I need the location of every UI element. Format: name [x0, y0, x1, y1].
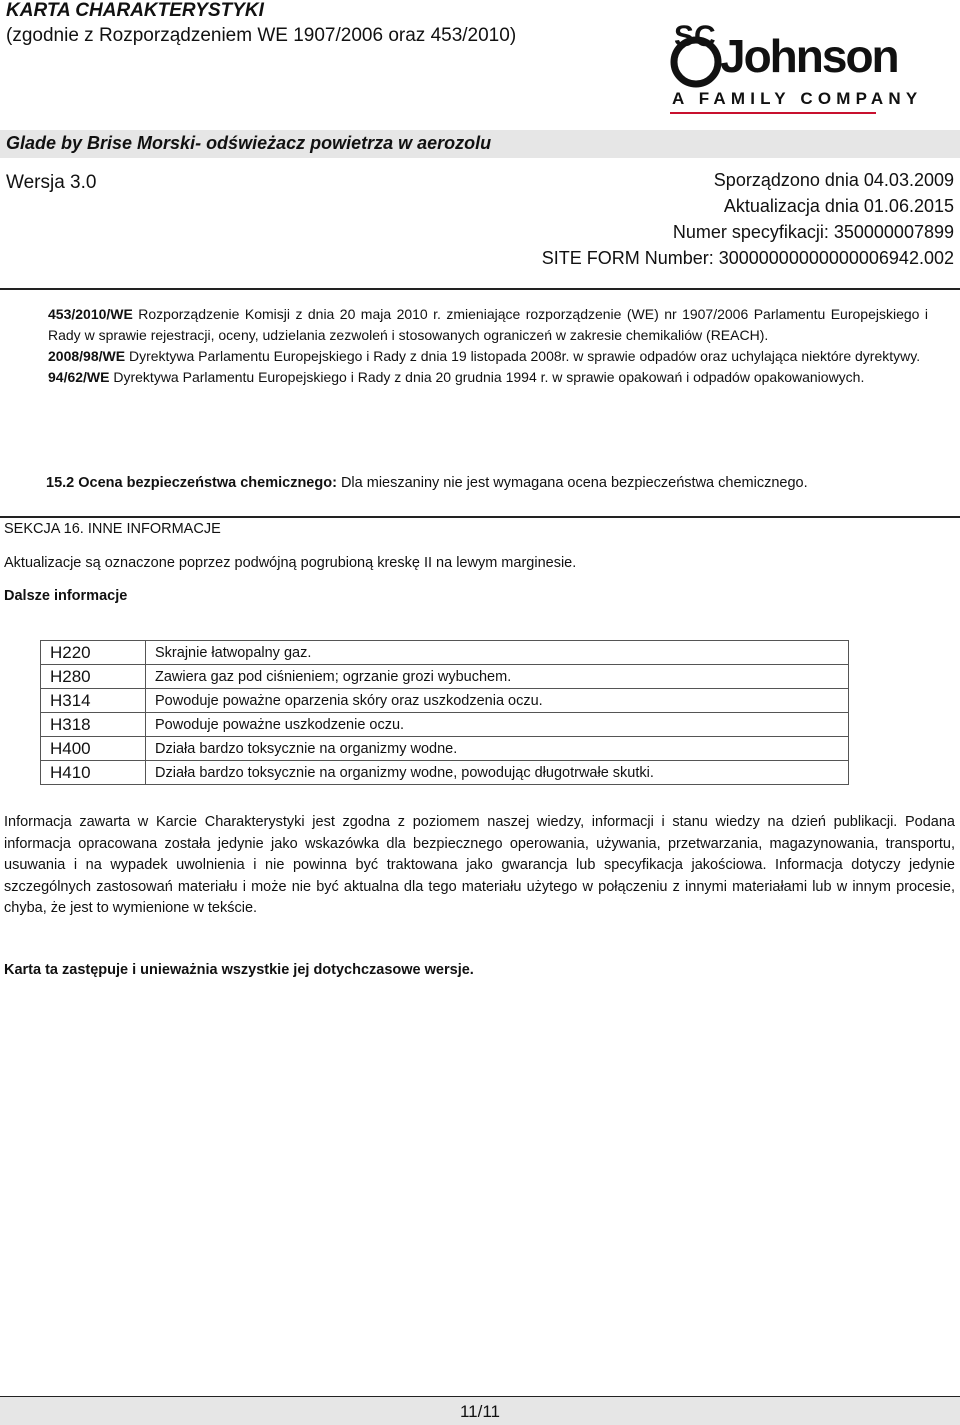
- assessment-text: Dla mieszaniny nie jest wymagana ocena bezpieczeństwa chemicznego.: [336, 475, 808, 491]
- header-divider: [0, 288, 960, 290]
- hazard-text: Działa bardzo toksycznie na organizmy wodne, powodując długotrwałe skutki.: [146, 761, 849, 785]
- document-title: KARTA CHARAKTERYSTYKI: [6, 0, 264, 21]
- site-form-number: SITE FORM Number: 30000000000000006942.002: [541, 248, 954, 268]
- page-number: 11/11: [459, 1402, 501, 1421]
- hazard-text: Skrajnie łatwopalny gaz.: [146, 641, 849, 665]
- regulation-text: Dyrektywa Parlamentu Europejskiego i Rady z dnia 20 grudnia 1994 r. w sprawie opakowań i odpadów opakowaniowych.: [109, 369, 865, 385]
- hazard-text: Zawiera gaz pod ciśnieniem; ogrzanie grozi wybuchem.: [146, 665, 849, 689]
- hazard-code: H410: [41, 761, 146, 785]
- table-row: [41, 641, 849, 665]
- regulations-list: [48, 304, 928, 388]
- hazard-text: Powoduje poważne oparzenia skóry oraz uszkodzenia oczu.: [146, 689, 849, 713]
- logo-underline: [670, 112, 876, 114]
- product-name: Glade by Brise Morski- odświeżacz powietrza w aerozolu: [6, 133, 492, 153]
- table-row: [41, 713, 849, 737]
- regulation-item: [48, 346, 928, 367]
- disclaimer-paragraph: Informacja zawarta w Karcie Charakterystyki jest zgodna z poziomem naszej wiedzy, informacji i stanu wiedzy na dzień publikacji. Podana informacja opracowana została jedynie jako wskazówka dla bezpiecznego operowania, używania, przetwarzania, magazynowania, transportu, usuwania i na wypadek uwolnienia i nie powinna być traktowana jako gwarancja lub specyfikacja jakościowa. Informacja dotyczy jedynie szczególnych zastosowań materiału i może nie być aktualna dla tego materiału użytego w połączeniu z innymi materiałami lub w innym procesie, chyba, że jest to wymienione w tekście.: [4, 814, 955, 916]
- section-divider: [0, 516, 960, 518]
- further-info-label: Dalsze informacje: [4, 588, 128, 604]
- hazard-code: H220: [41, 641, 146, 665]
- spec-number: Numer specyfikacji: 350000007899: [672, 222, 954, 242]
- document-meta: [542, 170, 954, 274]
- table-row: [41, 665, 849, 689]
- hazard-code: H400: [41, 737, 146, 761]
- regulation-item: [48, 367, 928, 388]
- hazard-text: Powoduje poważne uszkodzenie oczu.: [146, 713, 849, 737]
- updates-note: Aktualizacje są oznaczone poprzez podwójną pogrubioną kreskę II na lewym marginesie.: [4, 555, 577, 571]
- svg-text:A FAMILY COMPANY: A FAMILY COMPANY: [672, 89, 923, 108]
- regulation-code: 2008/98/WE: [48, 348, 126, 364]
- regulation-code: 94/62/WE: [48, 369, 110, 385]
- table-row: [41, 689, 849, 713]
- sc-johnson-logo: [668, 10, 923, 118]
- hazard-code: H314: [41, 689, 146, 713]
- svg-text:SC: SC: [674, 20, 716, 53]
- table-row: [41, 737, 849, 761]
- hazard-code: H280: [41, 665, 146, 689]
- footer-divider: [0, 1396, 960, 1397]
- document-subtitle: (zgodnie z Rozporządzeniem WE 1907/2006 oraz 453/2010): [6, 25, 517, 46]
- section-16-heading: SEKCJA 16. INNE INFORMACJE: [4, 521, 221, 537]
- version: Wersja 3.0: [6, 172, 97, 193]
- regulation-code: 453/2010/WE: [48, 306, 133, 322]
- updated-date: Aktualizacja dnia 01.06.2015: [723, 196, 954, 216]
- regulation-item: [48, 304, 928, 346]
- svg-text:Johnson: Johnson: [720, 30, 898, 82]
- supersedes-note: Karta ta zastępuje i unieważnia wszystkie jej dotychczasowe wersje.: [4, 962, 474, 978]
- hazard-text: Działa bardzo toksycznie na organizmy wodne.: [146, 737, 849, 761]
- hazard-code: H318: [41, 713, 146, 737]
- hazard-statements-table: [40, 640, 849, 785]
- table-row: [41, 761, 849, 785]
- prepared-date: Sporządzono dnia 04.03.2009: [713, 170, 954, 190]
- assessment-label: 15.2 Ocena bezpieczeństwa chemicznego:: [46, 475, 337, 491]
- regulation-text: Rozporządzenie Komisji z dnia 20 maja 2010 r. zmieniające rozporządzenie (WE) nr 1907/2006 Parlamentu Europejskiego i Rady w sprawie rejestracji, oceny, udzielania zezwoleń i stosowanych ograniczeń w zakresie chemikaliów (REACH).: [48, 306, 928, 343]
- regulation-text: Dyrektywa Parlamentu Europejskiego i Rady z dnia 19 listopada 2008r. w sprawie odpadów oraz uchylająca niektóre dyrektywy.: [125, 348, 921, 364]
- chemical-safety-assessment: [46, 475, 808, 491]
